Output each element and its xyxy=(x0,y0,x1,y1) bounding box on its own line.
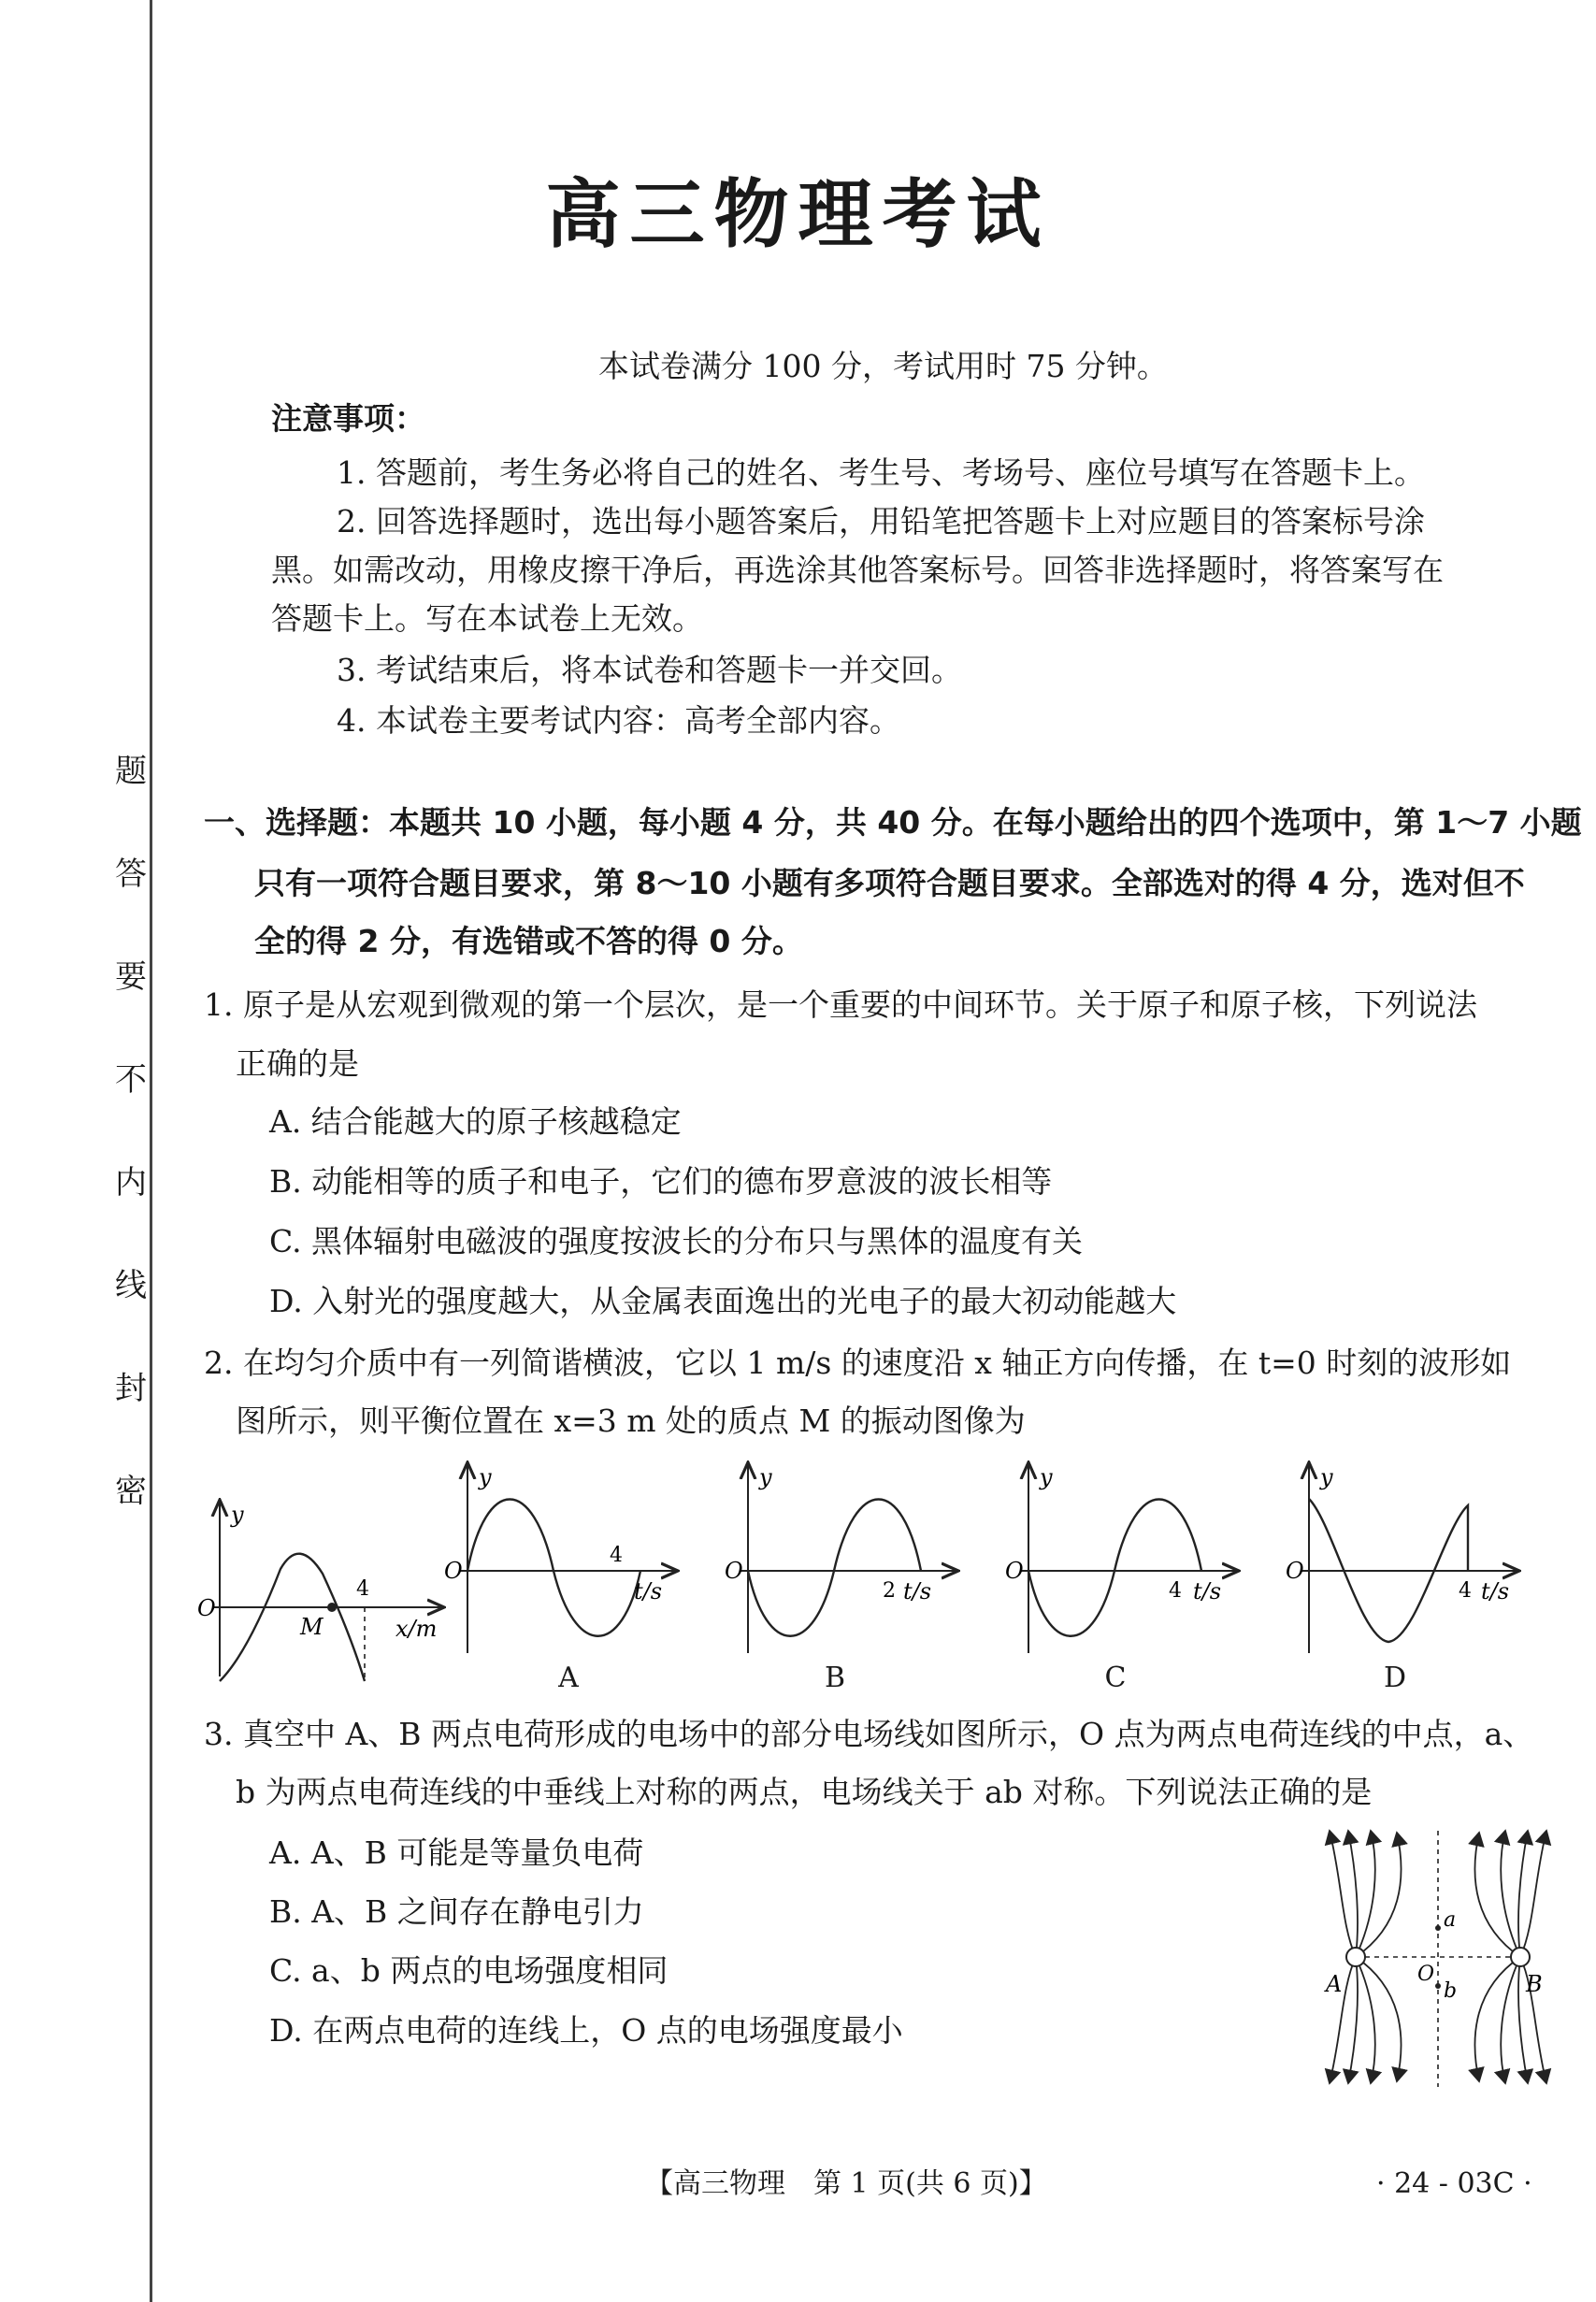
vibration-curve xyxy=(467,1500,640,1636)
q2-stem: 图所示，则平衡位置在 x=3 m 处的质点 M 的振动图像为 xyxy=(236,1403,1026,1439)
point-b xyxy=(1435,1983,1441,1989)
section-heading: 只有一项符合题目要求，第 8～10 小题有多项符合题目要求。全部选对的得 4 分，选对但不 xyxy=(254,865,1525,901)
y-label: y xyxy=(231,1502,244,1528)
notice-line: 3. 考试结束后，将本试卷和答题卡一并交回。 xyxy=(337,652,962,688)
t-unit-label: t/s xyxy=(634,1578,663,1604)
label-B: B xyxy=(1526,1971,1543,1997)
section-heading: 全的得 2 分，有选错或不答的得 0 分。 xyxy=(254,923,803,959)
m-label: M xyxy=(300,1614,324,1640)
y-label: y xyxy=(1320,1464,1333,1490)
x-unit-label: x/m xyxy=(395,1616,438,1642)
vibration-curve xyxy=(748,1500,921,1636)
notice-line: 4. 本试卷主要考试内容：高考全部内容。 xyxy=(337,702,900,739)
section-heading: 一、选择题：本题共 10 小题，每小题 4 分，共 40 分。在每小题给出的四个选项中，第 1～7 小题 xyxy=(204,804,1582,841)
notice-heading: 注意事项： xyxy=(271,400,425,437)
q3-field-figure xyxy=(1318,1823,1552,2094)
notice-line: 1. 答题前，考生务必将自己的姓名、考生号、考场号、座位号填写在答题卡上。 xyxy=(337,454,1425,491)
q1-option-a: A. 结合能越大的原子核越稳定 xyxy=(269,1103,682,1140)
seal-char: 不 xyxy=(115,1061,147,1099)
q2-stem: 2. 在均匀介质中有一列简谐横波，它以 1 m/s 的速度沿 x 轴正方向传播，在 t=0 时刻的波形如 xyxy=(204,1345,1512,1381)
seal-char: 内 xyxy=(115,1164,147,1201)
caption-d: D xyxy=(1383,1662,1407,1694)
tick-label: 4 xyxy=(610,1544,623,1567)
q1-stem: 正确的是 xyxy=(236,1045,359,1082)
t-unit-label: t/s xyxy=(1481,1578,1510,1604)
label-O: O xyxy=(1417,1963,1435,1986)
q1-option-d: D. 入射光的强度越大，从金属表面逸出的光电子的最大初动能越大 xyxy=(269,1283,1177,1319)
charge-b xyxy=(1511,1948,1530,1966)
t-unit-label: t/s xyxy=(903,1578,932,1604)
intro-line: 本试卷满分 100 分，考试用时 75 分钟。 xyxy=(598,348,1168,384)
notice-line: 2. 回答选择题时，选出每小题答案后，用铅笔把答题卡上对应题目的答案标号涂 xyxy=(337,503,1425,540)
page-footer: 【高三物理 第 1 页(共 6 页)】 xyxy=(645,2167,1047,2200)
origin-label: O xyxy=(725,1558,743,1584)
q3-option-c: C. a、b 两点的电场强度相同 xyxy=(269,1952,669,1989)
q3-stem: b 为两点电荷连线的中垂线上对称的两点，电场线关于 ab 对称。下列说法正确的是 xyxy=(236,1774,1373,1810)
seal-char: 题 xyxy=(115,753,147,790)
q1-option-c: C. 黑体辐射电磁波的强度按波长的分布只与黑体的温度有关 xyxy=(269,1223,1084,1259)
label-A: A xyxy=(1326,1971,1343,1997)
q2-graph-a xyxy=(439,1457,683,1662)
origin-label: O xyxy=(197,1595,216,1621)
tick-label: 4 xyxy=(356,1577,369,1601)
label-b: b xyxy=(1444,1979,1458,2003)
origin-label: O xyxy=(1005,1558,1024,1584)
page-title: 高三物理考试 xyxy=(545,171,1051,258)
label-a: a xyxy=(1444,1908,1457,1932)
t-unit-label: t/s xyxy=(1193,1578,1222,1604)
q2-graph-b xyxy=(720,1457,963,1662)
q3-option-a: A. A、B 可能是等量负电荷 xyxy=(269,1834,644,1871)
binding-line xyxy=(150,0,152,2302)
seal-char: 要 xyxy=(115,958,147,996)
point-a xyxy=(1435,1925,1441,1931)
q1-option-b: B. 动能相等的质子和电子，它们的德布罗意波的波长相等 xyxy=(269,1163,1053,1200)
seal-char: 线 xyxy=(115,1267,147,1304)
q3-option-b: B. A、B 之间存在静电引力 xyxy=(269,1893,644,1930)
charge-a xyxy=(1346,1948,1365,1966)
y-label: y xyxy=(1040,1464,1053,1490)
wave-curve xyxy=(220,1554,365,1681)
origin-label: O xyxy=(1286,1558,1304,1584)
origin-label: O xyxy=(444,1558,463,1584)
q1-stem: 1. 原子是从宏观到微观的第一个层次，是一个重要的中间环节。关于原子和原子核，下列说法 xyxy=(204,986,1477,1023)
q2-graph-c xyxy=(1000,1457,1244,1662)
q2-graph-d xyxy=(1281,1457,1524,1662)
tick-label: 4 xyxy=(1169,1579,1182,1603)
seal-char: 答 xyxy=(115,856,147,893)
q3-option-d: D. 在两点电荷的连线上，O 点的电场强度最小 xyxy=(269,2012,903,2049)
notice-line: 答题卡上。写在本试卷上无效。 xyxy=(271,600,703,637)
caption-a: A xyxy=(558,1662,579,1694)
caption-c: C xyxy=(1104,1662,1127,1694)
point-m xyxy=(327,1603,337,1612)
tick-label: 4 xyxy=(1459,1579,1472,1603)
y-label: y xyxy=(759,1464,772,1490)
seal-char: 封 xyxy=(115,1370,147,1407)
tick-label: 2 xyxy=(883,1579,896,1603)
seal-char: 密 xyxy=(115,1473,147,1510)
q3-stem: 3. 真空中 A、B 两点电荷形成的电场中的部分电场线如图所示，O 点为两点电荷连线的中点，a、 xyxy=(204,1716,1534,1752)
notice-line: 黑。如需改动，用橡皮擦干净后，再选涂其他答案标号。回答非选择题时，将答案写在 xyxy=(271,552,1444,588)
vibration-curve xyxy=(1028,1500,1201,1636)
caption-b: B xyxy=(824,1662,846,1694)
y-label: y xyxy=(479,1464,492,1490)
paper-code: · 24 - 03C · xyxy=(1376,2167,1532,2200)
